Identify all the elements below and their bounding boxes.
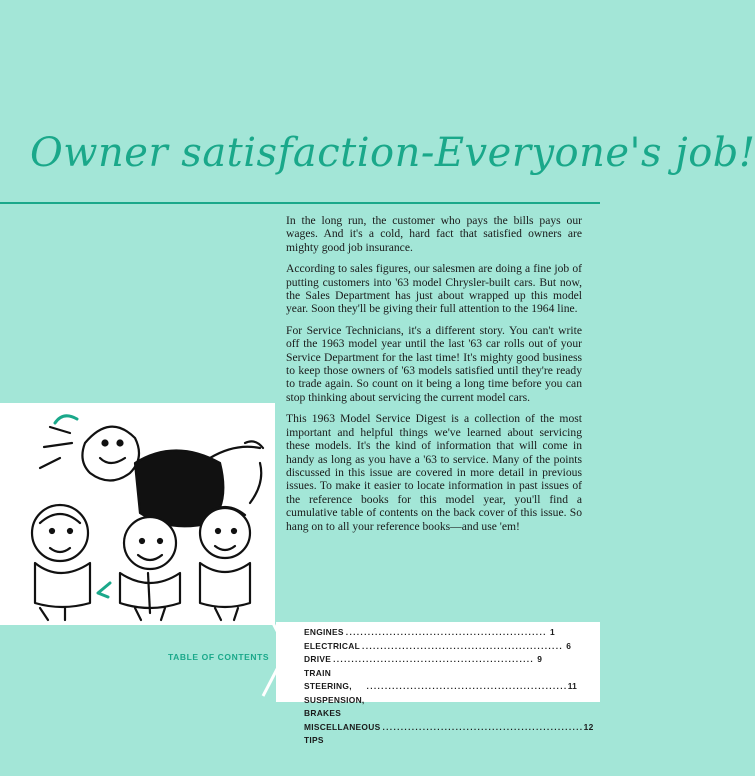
toc-leader [333, 653, 532, 667]
toc-leader [362, 640, 561, 654]
toc-leader [367, 680, 566, 694]
toc-page-number: 12 [583, 721, 594, 732]
toc-page-number: 9 [537, 654, 543, 664]
toc-item-engines[interactable] [304, 626, 555, 640]
toc-item-misc-tips[interactable] [304, 721, 594, 748]
toc-item-steering[interactable] [304, 680, 578, 721]
paragraph-4: This 1963 Model Service Digest is a collection of the most important and helpful things we've learned about servicing these models. It's the kind of information that will come in handy as long as you have a '63 to service. Many of the points discussed in this issue are covered in more detail in previous issues. To make it easier to locate information in past issues of the reference books for this model year, you'll find a cumulative table of contents on the back cover of this issue. So hang on to all your reference books—and use 'em! [286, 412, 582, 533]
paragraph-1: In the long run, the customer who pays the bills pays our wages. And it's a cold, hard fact that satisfied owners are mighty good job insurance. [286, 214, 582, 254]
paragraph-3: For Service Technicians, it's a different story. You can't write off the 1963 model year until the last '63 car rolls out of your Service Department for the last time! It's mighty good business to keep those owners of '63 models satisfied until they're ready to trade again. So count on it being a long time before you can stop thinking about servicing the current model cars. [286, 323, 582, 404]
toc-leader [346, 626, 545, 640]
toc-item-label: ELECTRICAL [304, 640, 361, 651]
toc-page-number: 6 [566, 640, 572, 651]
page-title: Owner satisfaction-Everyone's job! [30, 130, 755, 176]
paragraph-2: According to sales figures, our salesmen are doing a fine job of putting customers into '63 model Chrysler-built cars. But now, the Sales Department has just about wrapped up this model year. Soon they'll be giving their full attention to the 1964 line. [286, 262, 582, 316]
toc-heading: TABLE OF CONTENTS [168, 652, 270, 662]
cheering-mechanics-illustration [0, 403, 275, 625]
toc-item-label: MISCELLANEOUS TIPS [304, 721, 381, 745]
toc-item-electrical[interactable] [304, 640, 572, 654]
toc-leader [383, 721, 582, 735]
toc-page-number: 11 [567, 681, 578, 691]
cartoon-illustration [0, 403, 275, 625]
toc-list [304, 626, 594, 748]
toc-item-label: DRIVE TRAIN [304, 654, 332, 678]
toc-item-drive-train[interactable] [304, 653, 543, 680]
title-underline [0, 202, 600, 204]
toc-page-number: 1 [549, 627, 555, 637]
toc-item-label: ENGINES [304, 627, 344, 637]
toc-item-label: STEERING, SUSPENSION, BRAKES [304, 681, 365, 718]
article-body [286, 214, 582, 541]
